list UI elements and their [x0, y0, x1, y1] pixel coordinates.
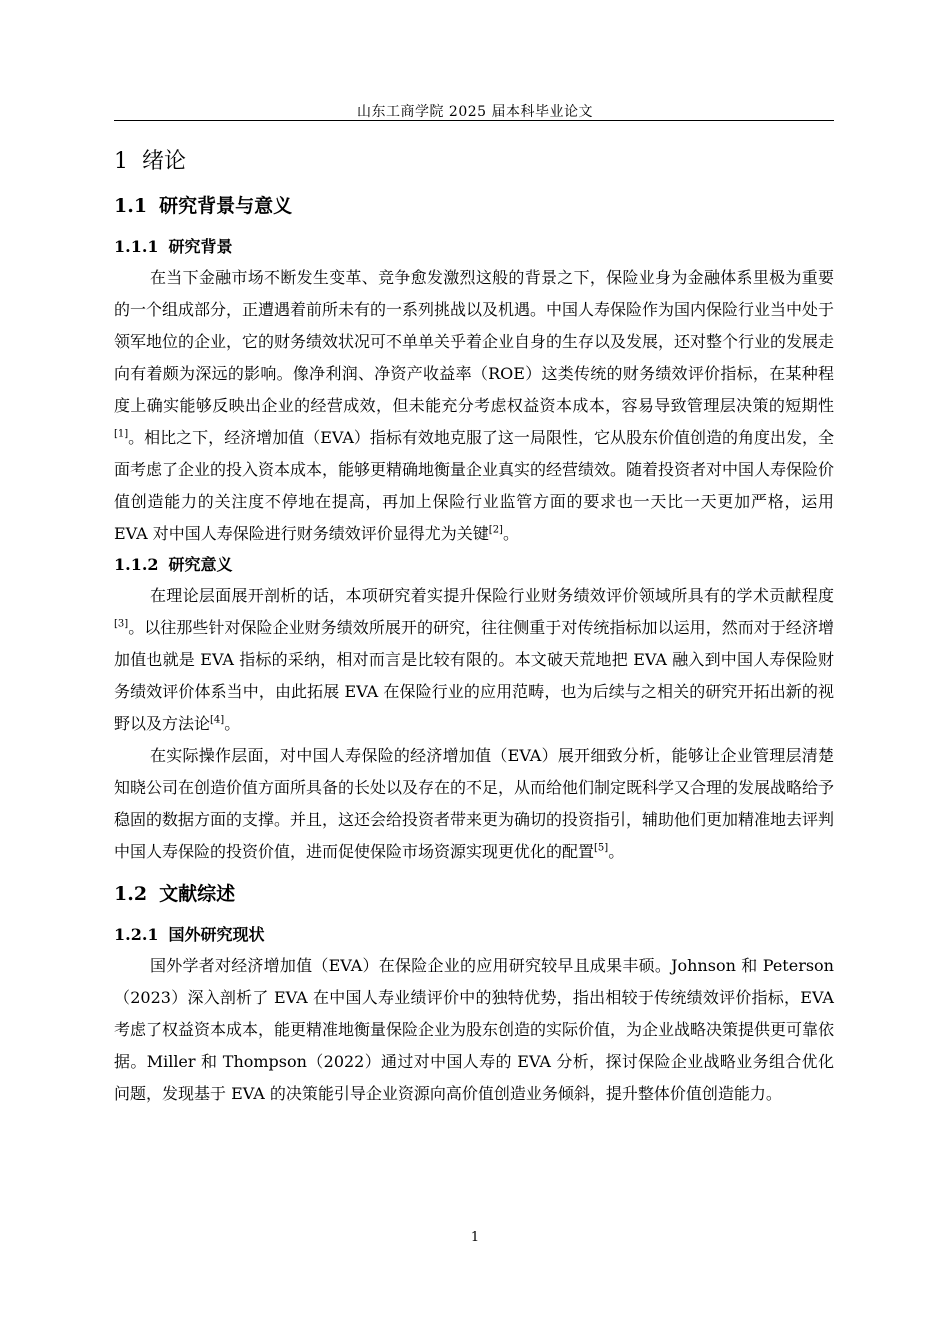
paragraph-text: 。: [608, 842, 625, 861]
section-number: 1.1: [114, 195, 148, 217]
citation: [2]: [488, 524, 503, 536]
subsection-heading: [114, 920, 834, 950]
header-divider: [114, 120, 834, 121]
paragraph-text: 。: [502, 524, 519, 543]
citation: [3]: [114, 618, 129, 630]
paragraph-text: 在当下金融市场不断发生变革、竞争愈发激烈这般的背景之下，保险业身为金融体系里极为重要的一个组成部分，正遭遇着前所未有的一系列挑战以及机遇。中国人寿保险作为国内保险行业当中处于领军地位的企业，它的财务绩效状况可不单单关乎着企业自身的生存以及发展，还对整个行业的发展走向有着颇为深远的影响。像净利润、净资产收益率（ROE）这类传统的财务绩效评价指标，在某种程度上确实能够反映出企业的经营成效，但未能充分考虑权益资本成本，容易导致管理层决策的短期性: [114, 268, 835, 415]
paragraph-text: 在理论层面展开剖析的话，本项研究着实提升保险行业财务绩效评价领域所具有的学术贡献程度: [150, 586, 834, 605]
subsection-heading: [114, 550, 834, 580]
paragraph-text: 。相比之下，经济增加值（EVA）指标有效地克服了这一局限性，它从股东价值创造的角度出发，全面考虑了企业的投入资本成本，能够更精确地衡量企业真实的经营绩效。随着投资者对中国人寿保险价值创造能力的关注度不停地在提高，再加上保险行业监管方面的要求也一天比一天更加严格，运用 EVA 对中国人寿保险进行财务绩效评价显得尤为关键: [114, 428, 835, 543]
section-title: 文献综述: [159, 883, 236, 905]
section-heading: [114, 188, 834, 226]
section-number: 1.2: [114, 883, 148, 905]
paragraph: [114, 262, 834, 550]
citation: [4]: [210, 714, 225, 726]
paragraph: [114, 740, 834, 868]
subsection-title: 研究背景: [168, 237, 233, 256]
subsection-heading: [114, 232, 834, 262]
citation: [5]: [594, 842, 609, 854]
subsection-title: 国外研究现状: [168, 925, 265, 944]
chapter-heading: [114, 144, 834, 180]
paragraph-text: 。以往那些针对保险企业财务绩效所展开的研究，往往侧重于对传统指标加以运用，然而对于经济增加值也就是 EVA 指标的采纳，相对而言是比较有限的。本文破天荒地把 EVA 融入到中国人寿保险财务绩效评价体系当中，由此拓展 EVA 在保险行业的应用范畴，也为后续与之相关的研究开拓出新的视野以及方法论: [114, 618, 834, 733]
citation: [1]: [114, 428, 129, 440]
paragraph-text: 在实际操作层面，对中国人寿保险的经济增加值（EVA）展开细致分析，能够让企业管理层清楚知晓公司在创造价值方面所具备的长处以及存在的不足，从而给他们制定既科学又合理的发展战略给予稳固的数据方面的支撑。并且，这还会给投资者带来更为确切的投资指引，辅助他们更加精准地去评判中国人寿保险的投资价值，进而促使保险市场资源实现更优化的配置: [114, 746, 835, 861]
paragraph-text: 国外学者对经济增加值（EVA）在保险企业的应用研究较早且成果丰硕。Johnson 和 Peterson（2023）深入剖析了 EVA 在中国人寿业绩评价中的独特优势，指出相较于传统绩效评价指标，EVA 考虑了权益资本成本，能更精准地衡量保险企业为股东创造的实际价值，为企业战略决策提供更可靠依据。Miller 和 Thompson（2022）通过对中国人寿的 EVA 分析，探讨保险企业战略业务组合优化问题，发现基于 EVA 的决策能引导企业资源向高价值创造业务倾斜，提升整体价值创造能力。: [114, 956, 835, 1103]
subsection-number: 1.2.1: [114, 925, 159, 944]
paragraph: [114, 950, 834, 1110]
paragraph: [114, 580, 834, 740]
section-heading: [114, 876, 834, 914]
running-header: 山东工商学院 2025 届本科毕业论文: [356, 104, 594, 120]
chapter-number: 1: [114, 149, 128, 174]
paragraph-text: 。: [224, 714, 241, 733]
chapter-title: 绪论: [142, 149, 187, 174]
subsection-number: 1.1.2: [114, 555, 159, 574]
page-content: [114, 140, 834, 1110]
subsection-title: 研究意义: [168, 555, 233, 574]
page-number: 1: [470, 1230, 480, 1245]
subsection-number: 1.1.1: [114, 237, 159, 256]
section-title: 研究背景与意义: [159, 195, 293, 217]
